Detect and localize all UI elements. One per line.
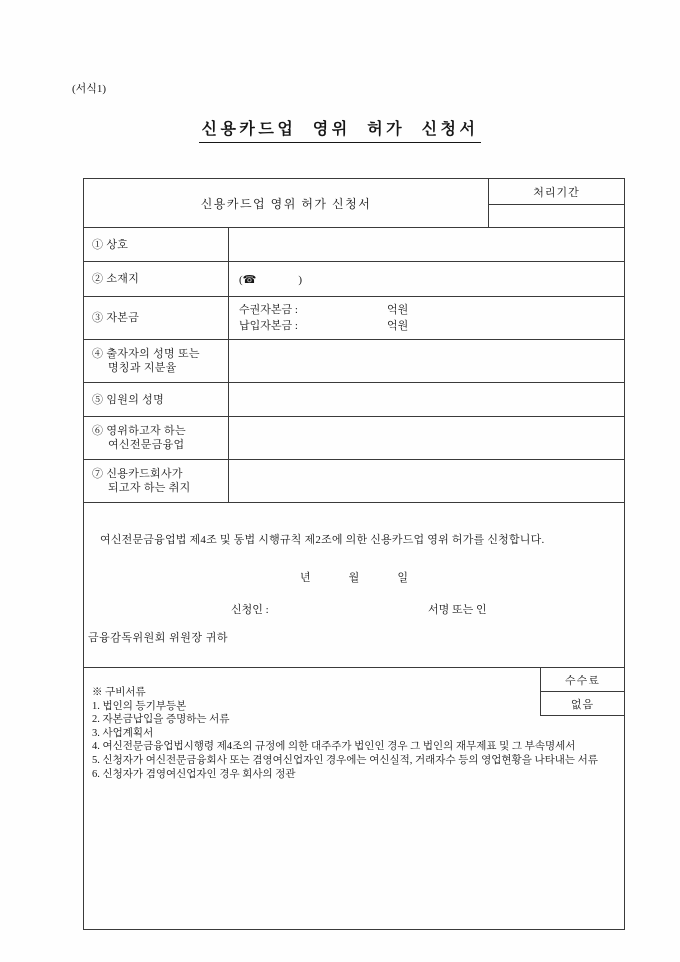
table-row <box>84 340 624 383</box>
processing-period-column <box>489 179 624 227</box>
investors-label-line2: 명칭과 지분율 <box>108 362 177 374</box>
list-item: 5. 신청자가 여신전문금융회사 또는 겸영여신업자인 경우에는 여신실적, 거래자수 등의 영업현황을 나타내는 서류 <box>92 754 598 766</box>
location-field <box>229 262 624 296</box>
purpose-label-line1: ⑦ 신용카드회사가 <box>92 468 183 480</box>
company-name-field <box>229 228 624 261</box>
fee-value: 없음 <box>541 692 624 716</box>
executives-label: ⑤ 임원의 성명 <box>84 383 229 416</box>
list-item: 2. 자본금납입을 증명하는 서류 <box>92 714 230 726</box>
authorized-capital-unit: 억원 <box>387 304 409 316</box>
location-label: ② 소재지 <box>84 262 229 296</box>
paid-capital-unit: 억원 <box>387 320 409 332</box>
phone-number-line <box>239 273 624 286</box>
list-item: 3. 사업계획서 <box>92 727 154 739</box>
document-title: 신용카드업 영위 허가 신청서 <box>199 116 482 143</box>
paren-open: ( <box>239 273 243 286</box>
processing-period-label: 처리기간 <box>489 179 624 205</box>
capital-field <box>229 297 624 339</box>
telephone-icon: ☎ <box>242 272 257 286</box>
document-title-wrap <box>0 116 680 143</box>
paid-capital-label: 납입자본금 : <box>239 320 298 332</box>
fee-and-documents-section <box>84 668 624 929</box>
list-item: 4. 여신전문금융업법시행령 제4조의 규정에 의한 대주주가 법인인 경우 그 법인의 재무제표 및 그 부속명세서 <box>92 741 576 753</box>
paren-close: ) <box>298 273 303 286</box>
form-table-title: 신용카드업 영위 허가 신청서 <box>84 179 489 227</box>
applicant-line <box>84 601 624 615</box>
authorized-capital-line <box>239 302 624 318</box>
capital-label: ③ 자본금 <box>84 297 229 339</box>
business-label <box>84 417 229 459</box>
applicant-label: 신청인 : <box>231 604 269 616</box>
table-row <box>84 262 624 297</box>
business-label-line2: 여신전문금융업 <box>108 439 185 451</box>
table-row <box>84 228 624 262</box>
investors-field <box>229 340 624 382</box>
investors-label <box>84 340 229 382</box>
date-month-label: 월 <box>348 572 360 584</box>
table-row <box>84 460 624 503</box>
investors-label-line1: ④ 출자자의 성명 또는 <box>92 348 200 360</box>
purpose-label <box>84 460 229 502</box>
required-documents-title: ※ 구비서류 <box>92 687 146 698</box>
executives-field <box>229 383 624 416</box>
table-row <box>84 417 624 460</box>
signature-note: 서명 또는 인 <box>428 604 487 616</box>
date-day-label: 일 <box>397 572 408 584</box>
declaration-date-line <box>84 569 624 585</box>
business-field <box>229 417 624 459</box>
declaration-statement: 여신전문금융업법 제4조 및 동법 시행규칙 제2조에 의한 신용카드업 영위 허가를 신청합니다. <box>100 534 545 546</box>
processing-period-value <box>489 205 624 227</box>
fee-column <box>540 668 624 716</box>
table-row <box>84 383 624 417</box>
table-header-row <box>84 179 624 228</box>
date-year-label: 년 <box>300 572 311 584</box>
purpose-label-line2: 되고자 하는 취지 <box>108 482 191 494</box>
authorized-capital-label: 수권자본금 : <box>239 304 298 316</box>
application-form-table <box>83 178 625 930</box>
form-number-label: (서식1) <box>72 83 107 95</box>
declaration-section <box>84 503 624 668</box>
list-item: 1. 법인의 등기부등본 <box>92 700 187 712</box>
recipient-line: 금융감독위원회 위원장 귀하 <box>88 632 229 644</box>
fee-label: 수수료 <box>541 668 624 692</box>
purpose-field <box>229 460 624 502</box>
business-label-line1: ⑥ 영위하고자 하는 <box>92 425 186 437</box>
company-name-label: ① 상호 <box>84 228 229 261</box>
table-row <box>84 297 624 340</box>
list-item: 6. 신청자가 겸영여신업자인 경우 회사의 정관 <box>92 768 296 780</box>
paid-capital-line <box>239 318 624 334</box>
